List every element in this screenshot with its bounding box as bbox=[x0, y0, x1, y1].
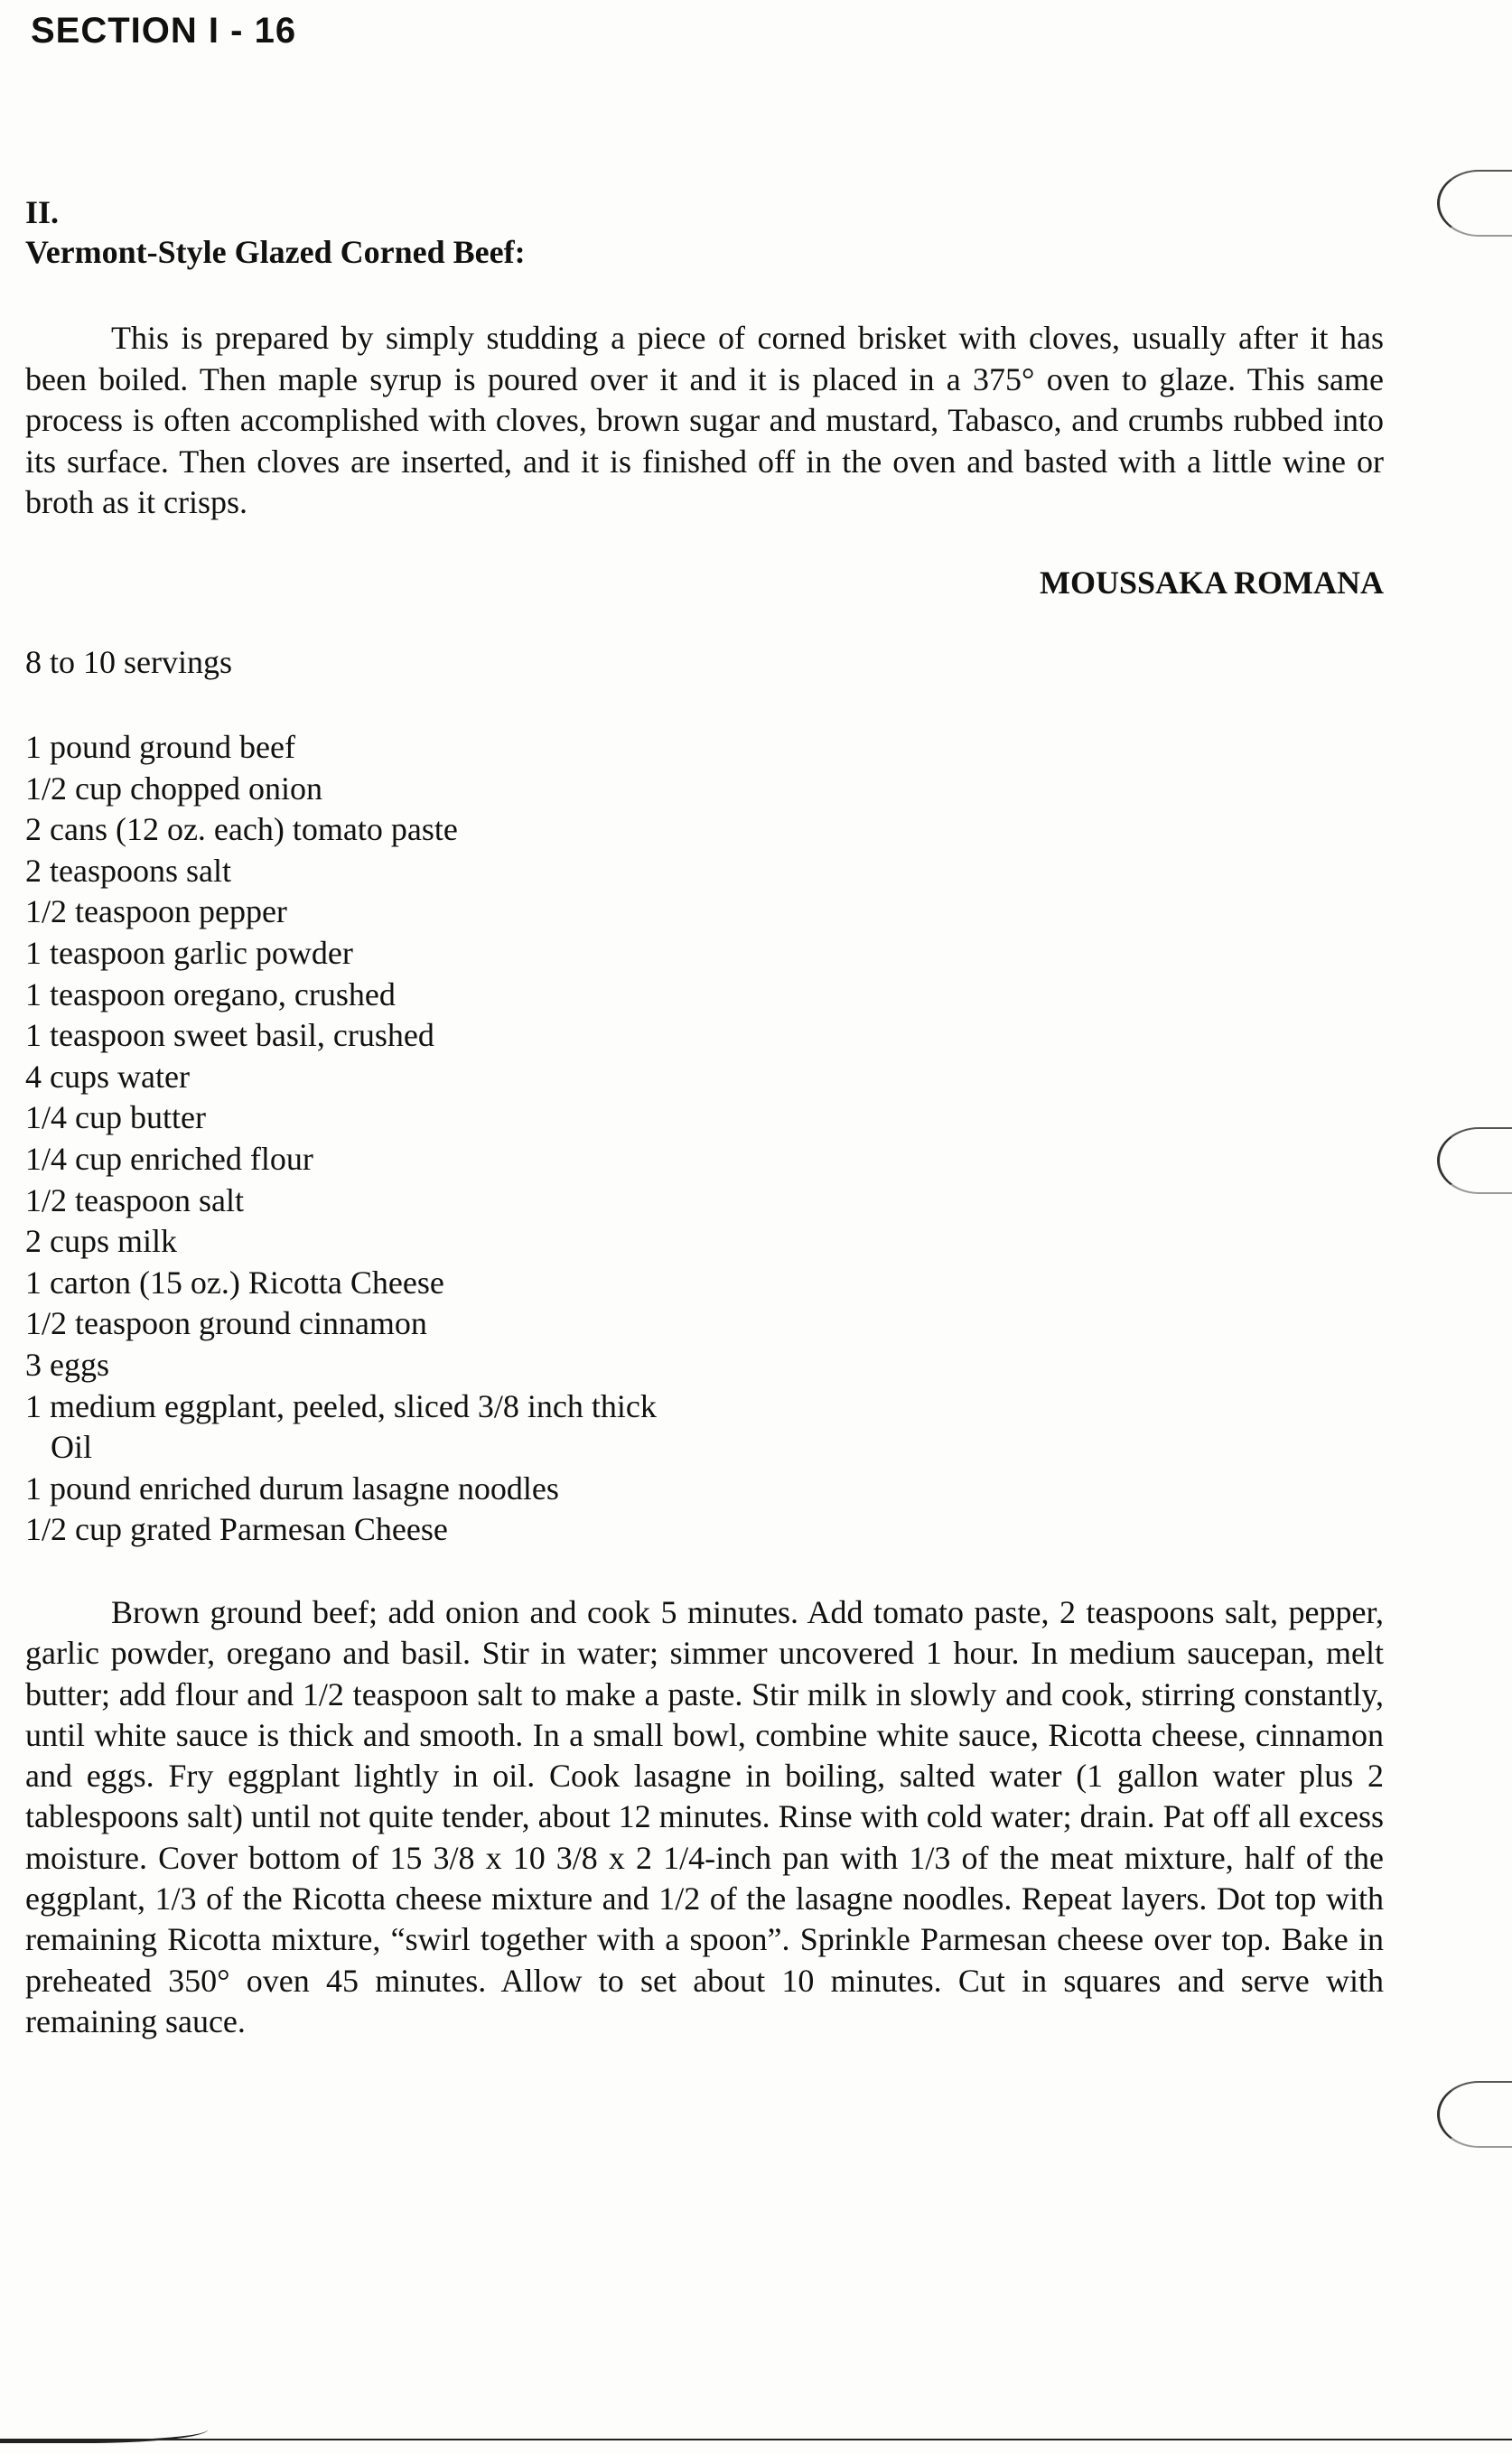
ingredient-item: 3 eggs bbox=[25, 1346, 109, 1383]
ingredient-item: 1/4 cup enriched flour bbox=[25, 1140, 313, 1177]
recipe-title-moussaka-romana: MOUSSAKA ROMANA bbox=[1039, 565, 1384, 601]
ingredient-item: 1 teaspoon oregano, crushed bbox=[25, 975, 396, 1012]
servings-text: 8 to 10 servings bbox=[25, 644, 232, 680]
ingredient-item: 4 cups water bbox=[25, 1058, 190, 1095]
ingredient-item: 1/4 cup butter bbox=[25, 1099, 206, 1136]
ingredient-item: Oil bbox=[51, 1429, 93, 1466]
recipe-title-glazed-corned-beef: Vermont-Style Glazed Corned Beef: bbox=[25, 234, 526, 270]
page-bottom-edge bbox=[0, 2439, 1512, 2440]
section-roman-numeral: II. bbox=[25, 194, 60, 230]
ingredient-item: 1/2 cup grated Parmesan Cheese bbox=[25, 1511, 448, 1548]
directions-paragraph: Brown ground beef; add onion and cook 5 minutes. Add tomato paste, 2 teaspoons salt, pepper, garlic powder, oregano and basil. Stir in water; simmer uncovered 1 hour. In medium saucepan, melt butter; add flour and 1/2 teaspoon salt to make a paste. Stir milk in slowly and cook, stirring constantly, until white sauce is thick and smooth. In a small bowl, combine white sauce, Ricotta cheese, cinnamon and eggs. Fry eggplant lightly in oil. Cook lasagne in boiling, salted water (1 gallon water plus 2 tablespoons salt) until not quite tender, about 12 minutes. Rinse with cold water; drain. Pat off all excess moisture. Cover bottom of 15 3/8 x 10 3/8 x 2 1/4-inch pan with 1/3 of the meat mixture, half of the eggplant, 1/3 of the Ricotta cheese mixture and 1/2 of the lasagne noodles. Repeat layers. Dot top with remaining Ricotta mixture, “swirl together with a spoon”. Sprinkle Parmesan cheese over top. Bake in preheated 350° oven 45 minutes. Allow to set about 10 minutes. Cut in squares and serve with remaining sauce. bbox=[25, 1594, 1384, 2039]
ingredient-item: 2 teaspoons salt bbox=[25, 852, 231, 889]
section-header: SECTION I - 16 bbox=[31, 11, 297, 51]
ingredient-item: 1/2 teaspoon pepper bbox=[25, 893, 287, 930]
intro-paragraph: This is prepared by simply studding a piece of corned brisket with cloves, usually after it has been boiled. Then maple syrup is poured over it and it is placed in a 375° oven to glaze. This same process is often accomplished with cloves, brown sugar and mustard, Tabasco, and crumbs rubbed into its surface. Then cloves are inserted, and it is finished off in the oven and basted with a little wine or broth as it crisps. bbox=[25, 320, 1384, 520]
ingredient-item: 1 medium eggplant, peeled, sliced 3/8 inch thick bbox=[25, 1387, 657, 1424]
ingredient-item: 1 pound ground beef bbox=[25, 729, 295, 765]
ingredients-list bbox=[25, 727, 657, 1551]
ingredient-item: 1 teaspoon sweet basil, crushed bbox=[25, 1017, 434, 1054]
ingredient-item: 2 cups milk bbox=[25, 1223, 177, 1260]
ingredient-item: 1/2 teaspoon ground cinnamon bbox=[25, 1305, 427, 1342]
ingredient-item: 1 pound enriched durum lasagne noodles bbox=[25, 1470, 559, 1507]
ingredient-item: 1/2 teaspoon salt bbox=[25, 1181, 244, 1218]
binder-hole-mark bbox=[1437, 170, 1512, 237]
binder-hole-mark bbox=[1437, 1127, 1512, 1194]
ingredient-item: 1 carton (15 oz.) Ricotta Cheese bbox=[25, 1264, 444, 1301]
ingredient-item: 2 cans (12 oz. each) tomato paste bbox=[25, 811, 458, 848]
ingredient-item: 1/2 cup chopped onion bbox=[25, 770, 322, 807]
ingredient-item: 1 teaspoon garlic powder bbox=[25, 934, 353, 971]
binder-hole-mark bbox=[1437, 2081, 1512, 2148]
